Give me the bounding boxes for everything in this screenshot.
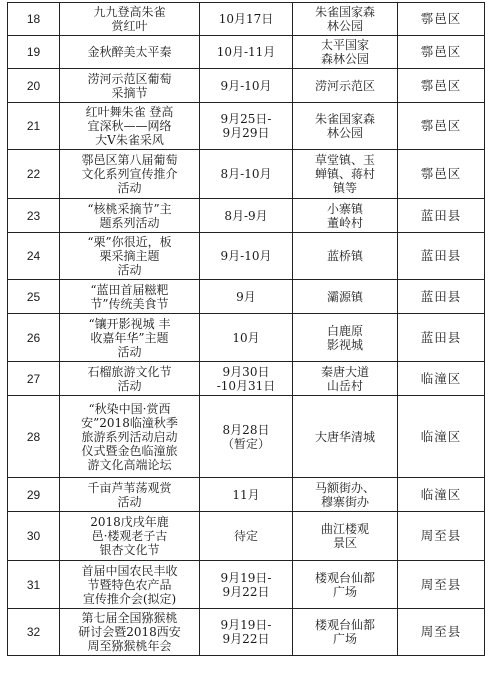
- activity-region-cell: 鄠邑区: [398, 69, 485, 103]
- activity-time-cell: 待定: [200, 512, 293, 561]
- activity-table-body: [8, 3, 485, 656]
- activity-table: [7, 2, 485, 656]
- activity-region-cell: 蓝田县: [398, 280, 485, 314]
- activity-place-cell: 草堂镇、玉 蝉镇、蒋村 镇等: [293, 150, 398, 199]
- row-number-cell: 18: [8, 3, 60, 36]
- activity-region-cell: 蓝田县: [398, 314, 485, 362]
- activity-time-cell: 8月-10月: [200, 150, 293, 199]
- activity-place-cell: 蓝桥镇: [293, 233, 398, 280]
- activity-name-cell: 2018戊戌年鹿 邑·楼观老子古 银杏文化节: [60, 512, 200, 561]
- activity-time-cell: 10月: [200, 314, 293, 362]
- row-number-cell: 27: [8, 362, 60, 396]
- activity-name-cell: 首届中国农民丰收 节暨特色农产品 宣传推介会(拟定): [60, 561, 200, 609]
- activity-time-cell: 9月19日- 9月22日: [200, 561, 293, 609]
- activity-time-cell: 10月17日: [200, 3, 293, 36]
- activity-name-cell: 涝河示范区葡萄 采摘节: [60, 69, 200, 103]
- row-number-cell: 30: [8, 512, 60, 561]
- row-number-cell: 32: [8, 609, 60, 656]
- table-row: [8, 561, 485, 609]
- activity-name-cell: 鄠邑区第八届葡萄 文化系列宣传推介 活动: [60, 150, 200, 199]
- row-number-cell: 24: [8, 233, 60, 280]
- row-number-cell: 29: [8, 478, 60, 512]
- activity-name-cell: “秋染中国·赏西 安”2018临潼秋季 旅游系列活动启动 仪式暨金色临潼旅 游文化高端论坛: [60, 396, 200, 478]
- activity-name-cell: 第七届全国猕猴桃 研讨会暨2018西安 周至猕猴桃年会: [60, 609, 200, 656]
- table-row: [8, 314, 485, 362]
- table-row: [8, 103, 485, 150]
- activity-time-cell: 11月: [200, 478, 293, 512]
- activity-region-cell: 临潼区: [398, 362, 485, 396]
- activity-place-cell: 大唐华清城: [293, 396, 398, 478]
- activity-place-cell: 马额街办、 穆寨街办: [293, 478, 398, 512]
- activity-region-cell: 临潼区: [398, 478, 485, 512]
- activity-name-cell: “蓝田首届糍粑 节”传统美食节: [60, 280, 200, 314]
- activity-name-cell: 九九登高朱雀 赏红叶: [60, 3, 200, 36]
- activity-name-cell: “栗”你很近，板 栗采摘主题 活动: [60, 233, 200, 280]
- row-number-cell: 21: [8, 103, 60, 150]
- activity-region-cell: 周至县: [398, 609, 485, 656]
- table-row: [8, 199, 485, 233]
- activity-time-cell: 10月-11月: [200, 36, 293, 69]
- activity-place-cell: 涝河示范区: [293, 69, 398, 103]
- activity-name-cell: 红叶舞朱雀 登高 宜深秋——网络 大V朱雀采风: [60, 103, 200, 150]
- activity-place-cell: 曲江楼观 景区: [293, 512, 398, 561]
- activity-place-cell: 白鹿原 影视城: [293, 314, 398, 362]
- activity-name-cell: “核桃采摘节”主 题系列活动: [60, 199, 200, 233]
- activity-time-cell: 9月25日- 9月29日: [200, 103, 293, 150]
- activity-region-cell: 临潼区: [398, 396, 485, 478]
- activity-place-cell: 灞源镇: [293, 280, 398, 314]
- activity-place-cell: 楼观台仙都 广场: [293, 561, 398, 609]
- table-row: [8, 512, 485, 561]
- table-row: [8, 3, 485, 36]
- table-row: [8, 233, 485, 280]
- row-number-cell: 22: [8, 150, 60, 199]
- activity-name-cell: 千亩芦苇荡观赏 活动: [60, 478, 200, 512]
- activity-name-cell: 石榴旅游文化节 活动: [60, 362, 200, 396]
- table-row: [8, 36, 485, 69]
- table-row: [8, 609, 485, 656]
- activity-place-cell: 朱雀国家森 林公园: [293, 3, 398, 36]
- activity-region-cell: 鄠邑区: [398, 103, 485, 150]
- table-row: [8, 362, 485, 396]
- table-row: [8, 478, 485, 512]
- activity-place-cell: 太平国家 森林公园: [293, 36, 398, 69]
- activity-region-cell: 鄠邑区: [398, 150, 485, 199]
- row-number-cell: 28: [8, 396, 60, 478]
- row-number-cell: 19: [8, 36, 60, 69]
- activity-place-cell: 朱雀国家森 林公园: [293, 103, 398, 150]
- activity-place-cell: 小寨镇 董岭村: [293, 199, 398, 233]
- activity-place-cell: 楼观台仙都 广场: [293, 609, 398, 656]
- activity-region-cell: 周至县: [398, 561, 485, 609]
- activity-time-cell: 9月19日- 9月22日: [200, 609, 293, 656]
- activity-name-cell: “镶开影视城 丰 收嘉年华”主题 活动: [60, 314, 200, 362]
- activity-time-cell: 9月: [200, 280, 293, 314]
- table-row: [8, 280, 485, 314]
- activity-name-cell: 金秋醉美太平秦: [60, 36, 200, 69]
- row-number-cell: 31: [8, 561, 60, 609]
- activity-region-cell: 周至县: [398, 512, 485, 561]
- row-number-cell: 25: [8, 280, 60, 314]
- activity-time-cell: 8月28日 （暂定）: [200, 396, 293, 478]
- activity-region-cell: 鄠邑区: [398, 36, 485, 69]
- row-number-cell: 20: [8, 69, 60, 103]
- activity-region-cell: 蓝田县: [398, 233, 485, 280]
- table-row: [8, 396, 485, 478]
- activity-time-cell: 9月-10月: [200, 233, 293, 280]
- table-row: [8, 69, 485, 103]
- activity-time-cell: 8月-9月: [200, 199, 293, 233]
- activity-time-cell: 9月30日 -10月31日: [200, 362, 293, 396]
- row-number-cell: 23: [8, 199, 60, 233]
- activity-region-cell: 蓝田县: [398, 199, 485, 233]
- activity-place-cell: 秦唐大道 山岳村: [293, 362, 398, 396]
- row-number-cell: 26: [8, 314, 60, 362]
- activity-time-cell: 9月-10月: [200, 69, 293, 103]
- activity-region-cell: 鄠邑区: [398, 3, 485, 36]
- table-row: [8, 150, 485, 199]
